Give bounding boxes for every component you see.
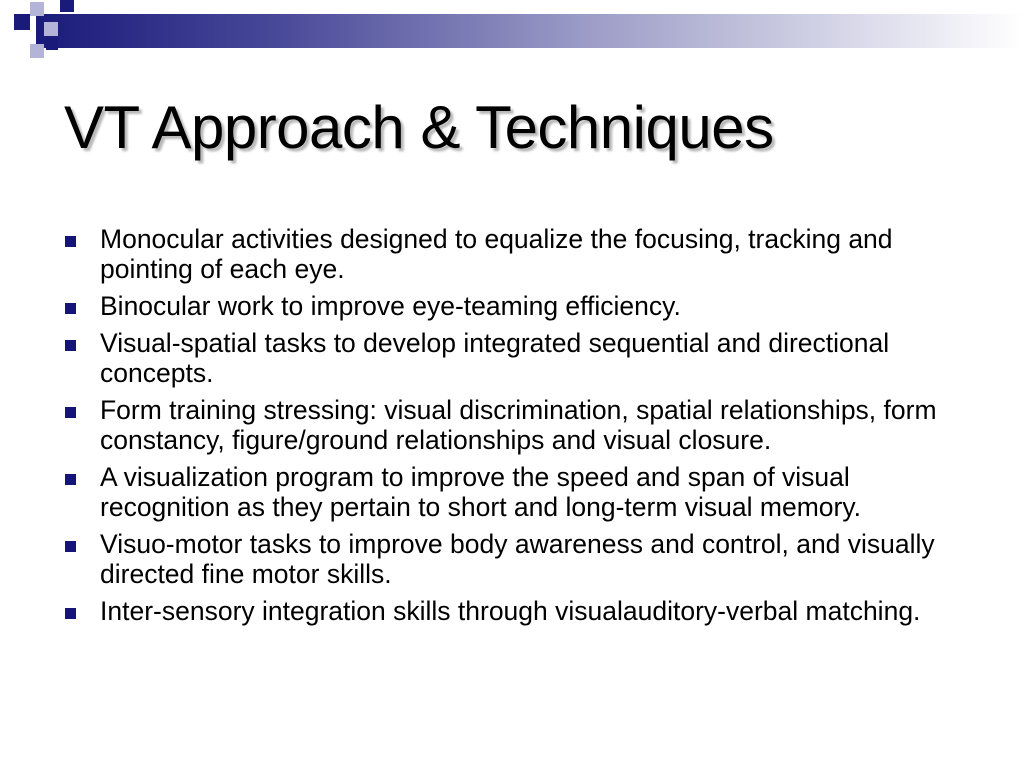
bullet-item <box>64 224 974 284</box>
square-bullet-icon <box>65 541 76 552</box>
slide-title: VT Approach & Techniques <box>64 94 774 161</box>
decor-square-light <box>30 44 44 58</box>
bullet-item <box>64 328 974 388</box>
bullet-text: Form training stressing: visual discrimination, spatial relationships, form constancy, figure/ground relationships and visual closure. <box>100 395 937 455</box>
square-bullet-icon <box>65 608 76 619</box>
bullet-text: Inter-sensory integration skills through visualauditory-verbal matching. <box>100 596 921 626</box>
bullet-item <box>64 596 974 626</box>
header-gradient-band <box>36 14 1024 48</box>
square-bullet-icon <box>65 407 76 418</box>
square-bullet-icon <box>65 474 76 485</box>
bullet-list <box>64 224 974 633</box>
square-bullet-icon <box>65 236 76 247</box>
bullet-text: Binocular work to improve eye-teaming efficiency. <box>100 291 681 321</box>
square-bullet-icon <box>65 340 76 351</box>
bullet-text: A visualization program to improve the speed and span of visual recognition as they pertain to short and long-term visual memory. <box>100 462 862 522</box>
bullet-text: Monocular activities designed to equalize the focusing, tracking and pointing of each eye. <box>100 224 893 284</box>
bullet-text: Visual-spatial tasks to develop integrated sequential and directional concepts. <box>100 328 890 388</box>
square-bullet-icon <box>65 303 76 314</box>
decor-square-light <box>30 2 44 16</box>
bullet-item <box>64 529 974 589</box>
bullet-text: Visuo-motor tasks to improve body awareness and control, and visually directed fine motor skills. <box>100 529 935 589</box>
decor-square-dark <box>46 38 58 50</box>
bullet-item <box>64 291 974 321</box>
decor-square-dark <box>60 0 74 12</box>
bullet-item <box>64 462 974 522</box>
decor-square-light <box>44 22 58 36</box>
bullet-item <box>64 395 974 455</box>
decor-square-dark <box>14 14 30 30</box>
